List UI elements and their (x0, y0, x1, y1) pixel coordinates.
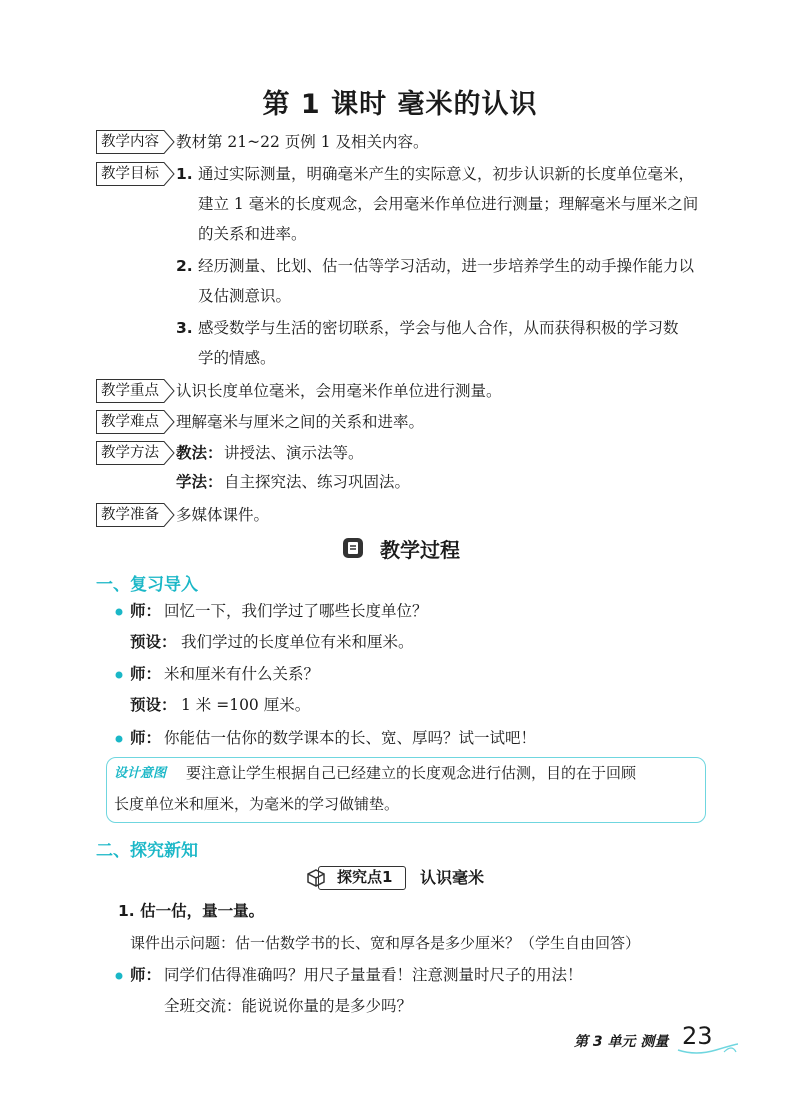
teacher-text-2: 米和厘米有什么关系？ (164, 665, 320, 683)
teacher-text-4: 同学们估得准确吗？用尺子量量看！注意测量时尺子的用法！ (164, 966, 583, 984)
teacher-text-1: 回忆一下，我们学过了哪些长度单位？ (164, 602, 428, 620)
goal-1-number: 1. (176, 165, 193, 183)
goal-1-line-2: 建立 1 毫米的长度观念，会用毫米作单位进行测量；理解毫米与厘米之间 (198, 195, 699, 213)
key-text: 认识长度单位毫米，会用毫米作单位进行测量。 (176, 382, 502, 400)
goal-1-line-1: 通过实际测量，明确毫米产生的实际意义，初步认识新的长度单位毫米， (198, 165, 695, 183)
tag-key-points (96, 379, 173, 403)
tag-difficulty (96, 410, 173, 434)
teacher-label-4: 师： (130, 966, 162, 984)
probe-point-title: 认识毫米 (420, 868, 485, 887)
preset-text-1: 我们学过的长度单位有米和厘米。 (181, 633, 414, 651)
tag-label: 教学难点 (101, 414, 159, 430)
goal-2-line-2: 及估测意识。 (198, 287, 292, 305)
section-2-title: 二、探究新知 (96, 841, 198, 861)
goal-3-line-1: 感受数学与生活的密切联系，学会与他人合作，从而获得积极的学习数 (198, 319, 679, 337)
process-title: 教学过程 (380, 538, 460, 562)
tag-teaching-content (96, 130, 173, 154)
bullet-icon (114, 607, 124, 617)
tag-label: 教学准备 (101, 507, 159, 523)
courseware-question: 课件出示问题：估一估数学书的长、宽和厚各是多少厘米？（学生自由回答） (130, 934, 641, 952)
preset-label-1: 预设： (130, 633, 177, 651)
goal-1-line-3: 的关系和进率。 (198, 225, 307, 243)
page-number: 23 (682, 1022, 713, 1050)
step-1: 1. 估一估，量一量。 (118, 902, 265, 920)
footer-unit: 第 3 单元 测量 (574, 1034, 669, 1050)
preset-text-2: 1 米 =100 厘米。 (181, 696, 311, 714)
tag-label: 教学目标 (101, 166, 159, 182)
tag-method (96, 441, 173, 465)
bullet-icon (114, 971, 124, 981)
tag-preparation (96, 503, 173, 527)
bullet-icon (114, 734, 124, 744)
method-teach-text: 讲授法、演示法等。 (224, 444, 364, 462)
tag-label: 教学内容 (101, 134, 159, 150)
content-text: 教材第 21~22 页例 1 及相关内容。 (176, 133, 429, 151)
teacher-label-3: 师： (130, 729, 162, 747)
preset-label-2: 预设： (130, 696, 177, 714)
section-1-title: 一、复习导入 (96, 575, 198, 595)
design-intent-line-1: 要注意让学生根据自己已经建立的长度观念进行估测，目的在于回顾 (186, 764, 637, 782)
tag-teaching-goals (96, 162, 173, 186)
probe-point-label: 探究点1 (337, 868, 393, 886)
page-title: 第 1 课时 毫米的认识 (262, 89, 538, 120)
goal-2-number: 2. (176, 257, 193, 275)
class-exchange: 全班交流：能说说你量的是多少吗？ (164, 997, 413, 1015)
teacher-label-2: 师： (130, 665, 162, 683)
design-intent-line-2: 长度单位米和厘米，为毫米的学习做铺垫。 (114, 795, 400, 813)
method-learn-label: 学法： (176, 473, 223, 491)
teacher-text-3: 你能估一估你的数学课本的长、宽、厚吗？试一试吧！ (164, 729, 537, 747)
prep-text: 多媒体课件。 (176, 506, 270, 524)
tag-label: 教学重点 (101, 383, 159, 399)
bullet-icon (114, 670, 124, 680)
page-swirl-decoration (676, 1040, 740, 1056)
teacher-label-1: 师： (130, 602, 162, 620)
probe-point-badge (318, 866, 406, 890)
goal-3-line-2: 学的情感。 (198, 349, 276, 367)
goal-2-line-1: 经历测量、比划、估一估等学习活动，进一步培养学生的动手操作能力以 (198, 257, 695, 275)
goal-3-number: 3. (176, 319, 193, 337)
method-teach-label: 教法： (176, 444, 223, 462)
tag-label: 教学方法 (101, 445, 159, 461)
design-intent-label: 设计意图 (114, 766, 167, 781)
method-learn-text: 自主探究法、练习巩固法。 (224, 473, 411, 491)
difficulty-text: 理解毫米与厘米之间的关系和进率。 (176, 413, 425, 431)
